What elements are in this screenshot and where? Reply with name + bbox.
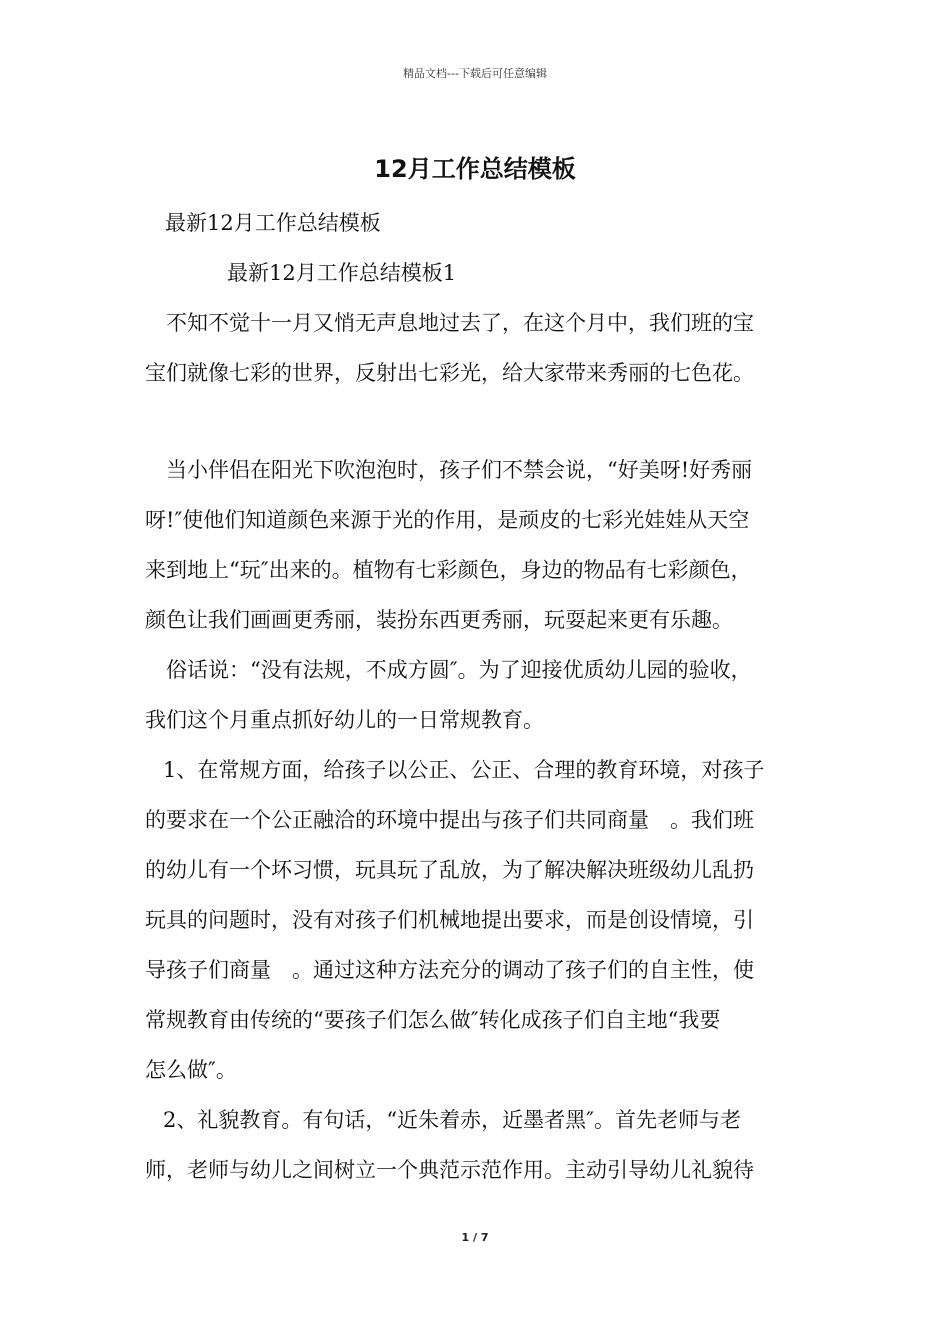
paragraph-line: 我们这个月重点抓好幼儿的一日常规教育。	[145, 708, 544, 732]
subtitle-line: 最新12月工作总结模板	[165, 211, 381, 235]
paragraph-line: 导孩子们商量 。通过这种方法充分的调动了孩子们的自主性，使	[145, 958, 754, 982]
paragraph-line: 俗话说：“没有法规，不成方圆″。为了迎接优质幼儿园的验收，	[166, 658, 752, 682]
page-header: 精品文档---下载后可任意编辑	[403, 67, 547, 80]
paragraph-line: 1、在常规方面，给孩子以公正、公正、合理的教育环境，对孩子	[163, 758, 765, 782]
paragraph-line: 的要求在一个公正融洽的环境中提出与孩子们共同商量 。我们班	[145, 808, 754, 832]
paragraph-line: 师，老师与幼儿之间树立一个典范示范作用。主动引导幼儿礼貌待	[145, 1158, 754, 1182]
paragraph-line: 呀!″使他们知道颜色来源于光的作用，是顽皮的七彩光娃娃从天空	[145, 508, 750, 532]
paragraph-line: 宝们就像七彩的世界，反射出七彩光，给大家带来秀丽的七色花。	[145, 361, 754, 385]
paragraph-line: 常规教育由传统的“要孩子们怎么做″转化成孩子们自主地“我要	[145, 1008, 721, 1032]
paragraph-line: 的幼儿有一个坏习惯，玩具玩了乱放，为了解决解决班级幼儿乱扔	[145, 858, 754, 882]
paragraph-line: 当小伴侣在阳光下吹泡泡时，孩子们不禁会说，“好美呀!好秀丽	[166, 458, 753, 482]
paragraph-line: 颜色让我们画画更秀丽，装扮东西更秀丽，玩耍起来更有乐趣。	[145, 608, 733, 632]
paragraph-line: 不知不觉十一月又悄无声息地过去了，在这个月中，我们班的宝	[166, 311, 754, 335]
paragraph-line: 来到地上“玩″出来的。植物有七彩颜色，身边的物品有七彩颜色，	[145, 558, 752, 582]
section-heading: 最新12月工作总结模板1	[227, 261, 457, 285]
paragraph-line: 玩具的问题时，没有对孩子们机械地提出要求，而是创设情境，引	[145, 908, 754, 932]
paragraph-line: 2、礼貌教育。有句话，“近朱着赤，近墨者黑″。首先老师与老	[163, 1108, 741, 1132]
page-number: 1 / 7	[461, 1231, 489, 1244]
document-title: 12月工作总结模板	[374, 155, 576, 183]
paragraph-line: 怎么做″。	[145, 1058, 237, 1082]
